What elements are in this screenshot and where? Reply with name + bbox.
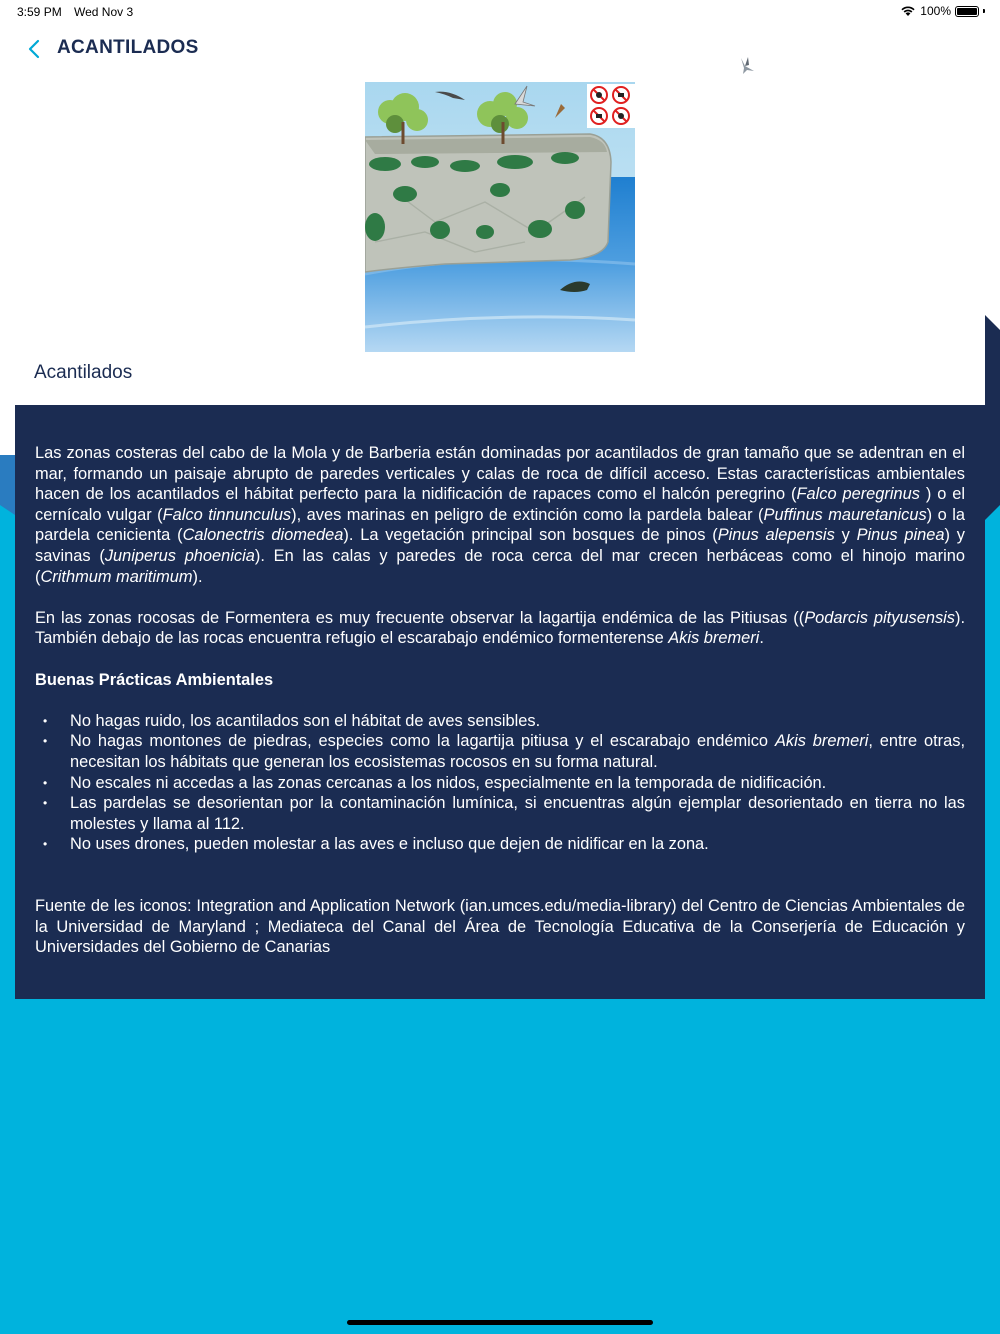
status-indicators	[900, 4, 985, 18]
list-item: • No uses drones, pueden molestar a las aves e incluso que dejen de nidificar en la zona.	[35, 834, 965, 855]
caption-card	[15, 352, 985, 405]
wifi-icon	[900, 5, 916, 17]
battery-percentage: 100%	[920, 4, 951, 18]
list-item: • Las pardelas se desorientan por la contaminación lumínica, si encuentras algún ejemplar desorientado en tierra no las molestes y llama al 112.	[35, 793, 965, 834]
species-name: Podarcis pityusensis	[804, 608, 955, 627]
source-credits: Fuente de les iconos: Integration and Application Network (ian.umces.edu/media-library) del Centro de Ciencias Ambientales de la Universidad de Maryland ; Mediateca del Canal del Área de Tecnología Educativa de la Conserjería de Educación y Universidades del Gobierno de Canarias	[35, 897, 965, 957]
cliff-illustration	[365, 82, 635, 352]
bird-icon	[734, 52, 760, 76]
species-name: Akis bremeri	[668, 629, 760, 648]
battery-tip	[983, 9, 985, 13]
back-button[interactable]	[22, 36, 48, 62]
species-name: Pinus pinea	[856, 526, 945, 545]
species-name: Juniperus phoenicia	[104, 546, 255, 565]
page-title: ACANTILADOS	[57, 37, 199, 58]
species-name: Crithmum maritimum	[40, 567, 193, 586]
intro-paragraph: Las zonas costeras del cabo de la Mola y de Barberia están dominadas por acantilados de gran tamaño que se adentran en el mar, formando un paisaje abrupto de paredes verticales y calas de roca de difícil acceso. Estas características ambientales hacen de los acantilados el hábitat perfecto para la nidificación de rapaces como el halcón peregrino (Falco peregrinus ) o el cernícalo vulgar (Falco tinnunculus), aves marinas en peligro de extinción como la pardela balear (Puffinus mauretanicus) o la pardela cenicienta (Calonectris diomedea). La vegetación principal son bosques de pinos (Pinus alepensis y Pinus pinea) y savinas (Juniperus phoenicia). En las calas y paredes de roca cerca del mar crecen herbáceas como el hinojo marino (Crithmum maritimum).	[35, 444, 965, 586]
section-heading: Buenas Prácticas Ambientales	[35, 670, 274, 689]
chevron-left-icon	[22, 36, 48, 62]
status-date: Wed Nov 3	[74, 5, 134, 19]
info-panel	[15, 405, 985, 999]
navigation-bar	[0, 30, 1000, 70]
home-indicator[interactable]	[347, 1320, 653, 1325]
list-item: • No escales ni accedas a las zonas cercanas a los nidos, especialmente en la temporada de nidificación.	[35, 773, 965, 794]
species-name: Akis bremeri	[774, 732, 869, 751]
battery-icon	[955, 6, 979, 17]
practices-list	[35, 711, 965, 855]
species-name: Pinus alepensis	[717, 526, 835, 545]
species-name: Falco peregrinus	[796, 485, 920, 504]
species-paragraph: En las zonas rocosas de Formentera es muy frecuente observar la lagartija endémica de las Pitiusas ((Podarcis pityusensis). También debajo de las rocas encuentra refugio el escarabajo endémico formenterense Akis bremeri.	[35, 608, 965, 648]
status-time: 3:59 PM	[17, 5, 62, 19]
status-bar	[0, 0, 1000, 24]
list-item: • No hagas ruido, los acantilados son el hábitat de aves sensibles.	[35, 711, 965, 732]
species-name: Calonectris diomedea	[182, 526, 344, 545]
image-caption: Acantilados	[34, 362, 133, 383]
species-name: Falco tinnunculus	[162, 505, 292, 524]
list-item: • No hagas montones de piedras, especies como la lagartija pitiusa y el escarabajo endémico Akis bremeri, entre otras, necesitan los hábitats que generan los ecosistemas rocosos en su forma natural.	[35, 731, 965, 772]
species-name: Puffinus mauretanicus	[763, 505, 927, 524]
